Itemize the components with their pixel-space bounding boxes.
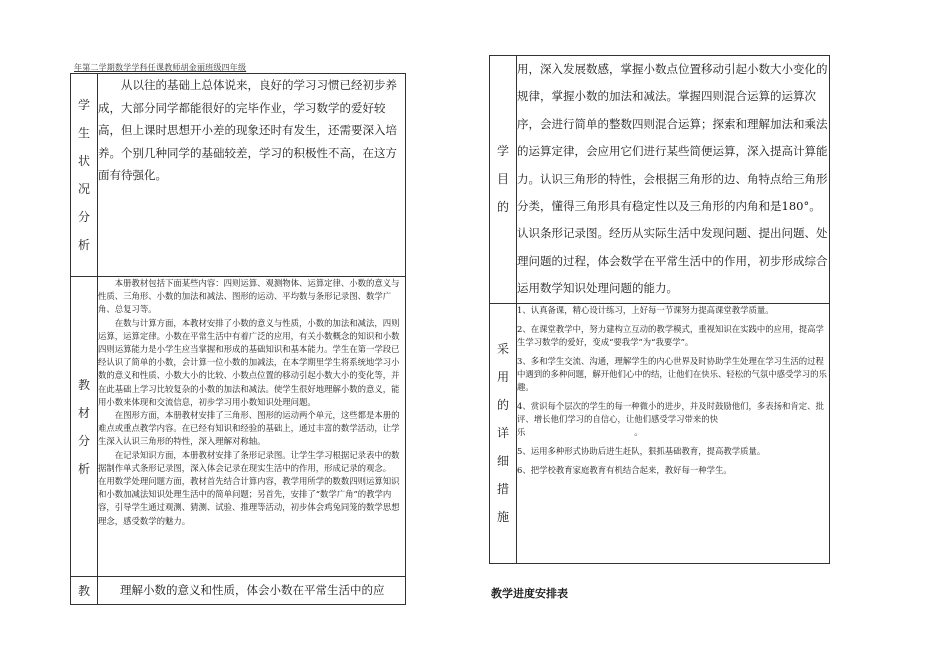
student-analysis-cell: [98, 74, 406, 277]
material-paragraph: 在数与计算方面，本教材安排了小数的意义与性质，小数的加法和减法，四则运算，运算定律。小数在平常生活中有着广泛的应用，有关小数概念的知识和小数四则运算能力是小学生应当掌握和形成的基础知识和基本能力。学生在第一学段已经认识了简单的小数，会计算一位小数的加减法，在本学期里学生将系统地学习小数的意义和性质、小数大小的比较、小数点位置的移动引起小数大小的变化等，并在此基础上学习比较复杂的小数的加法和减法。使学生很好地理解小数的意义，能用小数来体现和交流信息，初步学习用小数知识处理问题。: [98, 317, 400, 407]
measures-label: 采用的详细措施: [490, 303, 517, 563]
measure-item: 2、在课堂教学中，努力建构立互动的教学模式，重视知识在实践中的应用，提高学生学习数学的爱好，变成“要我学”为“我要学”。: [517, 323, 824, 347]
document-header: 年第二学期数学学科任课教师胡金丽班级四年级: [74, 63, 247, 72]
schedule-title: 教学进度安排表: [491, 587, 568, 600]
measure-item: 6、把学校教育家庭教育有机结合起来，教好每一种学生。: [517, 464, 732, 475]
measure-item: 3、多和学生交流、沟通，理解学生的内心世界及时协助学生处理在学习生活的过程中遇到的多种问题，解开他们心中的结，让他们在快乐、轻松的气氛中感受学习的乐趣。: [517, 355, 827, 392]
measures-cell: [517, 303, 830, 563]
student-analysis-row: [71, 74, 406, 277]
material-paragraph: 在用数学处理问题方面，教材首先结合计算内容，教学用所学的数数四则运算知识和小数加减法知识处理生活中的简单问题；另首先，安排了“数学广角”的教学内容，引导学生通过观测、猜测、试验、推理等活动，初步体会鸡兔同笼的数学思想理念，感受数学的魅力。: [98, 476, 400, 526]
student-analysis-text: 从以往的基础上总体说来，良好的学习习惯已经初步养成，大部分同学都能很好的完毕作业，学习数学的爱好较高，但上课时思想开小差的现象还时有发生，还需要深入培养。个别几种同学的基础较差，学习的积极性不高，在这方面有待强化。: [98, 78, 397, 182]
material-paragraph: 在图形方面，本册教材安排了三角形、图形的运动两个单元，这些都是本册的难点或重点教学内容。在已经有知识和经验的基础上，通过丰富的数学活动，让学生深入认识三角形的特性，深入理解对称轴。: [98, 410, 400, 447]
measure-item: 1、认真备课，精心设计练习，上好每一节课努力提高课堂教学质量。: [517, 304, 774, 315]
measure-item: 4、赏识每个层次的学生的每一种微小的进步，并及时鼓励他们，多表扬和肯定、批评、增长他们学习的自信心，让他们感受学习带来的快 乐 。: [517, 400, 824, 437]
teaching-goal-row: [490, 56, 830, 304]
teaching-goal-text: 用，深入发展数感，掌握小数点位置移动引起小数大小变化的规律，掌握小数的加法和减法。掌握四则混合运算的运算次序，会进行简单的整数四则混合运算；探索和理解加法和乘法的运算定律，会应用它们进行某些简便运算，深入提高计算能力。认识三角形的特性，会根据三角形的边、角特点给三角形分类，懂得三角形具有稳定性以及三角形的内角和是180°。认识条形记录图。经历从实际生活中发现问题、提出问题、处理问题的过程，体会数学在平常生活中的作用，初步形成综合运用数学知识处理问题的能力。: [517, 62, 828, 296]
left-plan-table: [70, 73, 406, 605]
measures-row: [490, 303, 830, 563]
teaching-goal-label-partial: 教: [71, 577, 98, 605]
material-paragraph: 在记录知识方面，本册教材安排了条形记录图。让学生学习根据记录表中的数据制作单式条形记录图，深入体会记录在现实生活中的作用，形成记录的观念。: [98, 449, 400, 473]
material-analysis-row: [71, 277, 406, 577]
material-analysis-cell: [98, 277, 406, 577]
teaching-goal-cell: [517, 56, 830, 304]
measure-item: 5、运用多种形式协助后进生赶队，狠抓基础教育，提高教学质量。: [517, 445, 766, 456]
teaching-goal-text-partial: 理解小数的意义和性质，体会小数在平常生活中的应: [98, 577, 406, 605]
material-analysis-label: 教材分析: [71, 277, 98, 577]
right-plan-table: [489, 55, 830, 564]
material-paragraph: 本册教材包括下面某些内容：四则运算、观测物体、运算定律、小数的意义与性质、三角形、小数的加法和减法、图形的运动、平均数与条形记录图、数学广角、总复习等。: [98, 278, 400, 315]
student-analysis-label: 学生状况分析: [71, 74, 98, 277]
teaching-goal-row-partial: [71, 577, 406, 605]
teaching-goal-label: 学目的: [490, 56, 517, 304]
